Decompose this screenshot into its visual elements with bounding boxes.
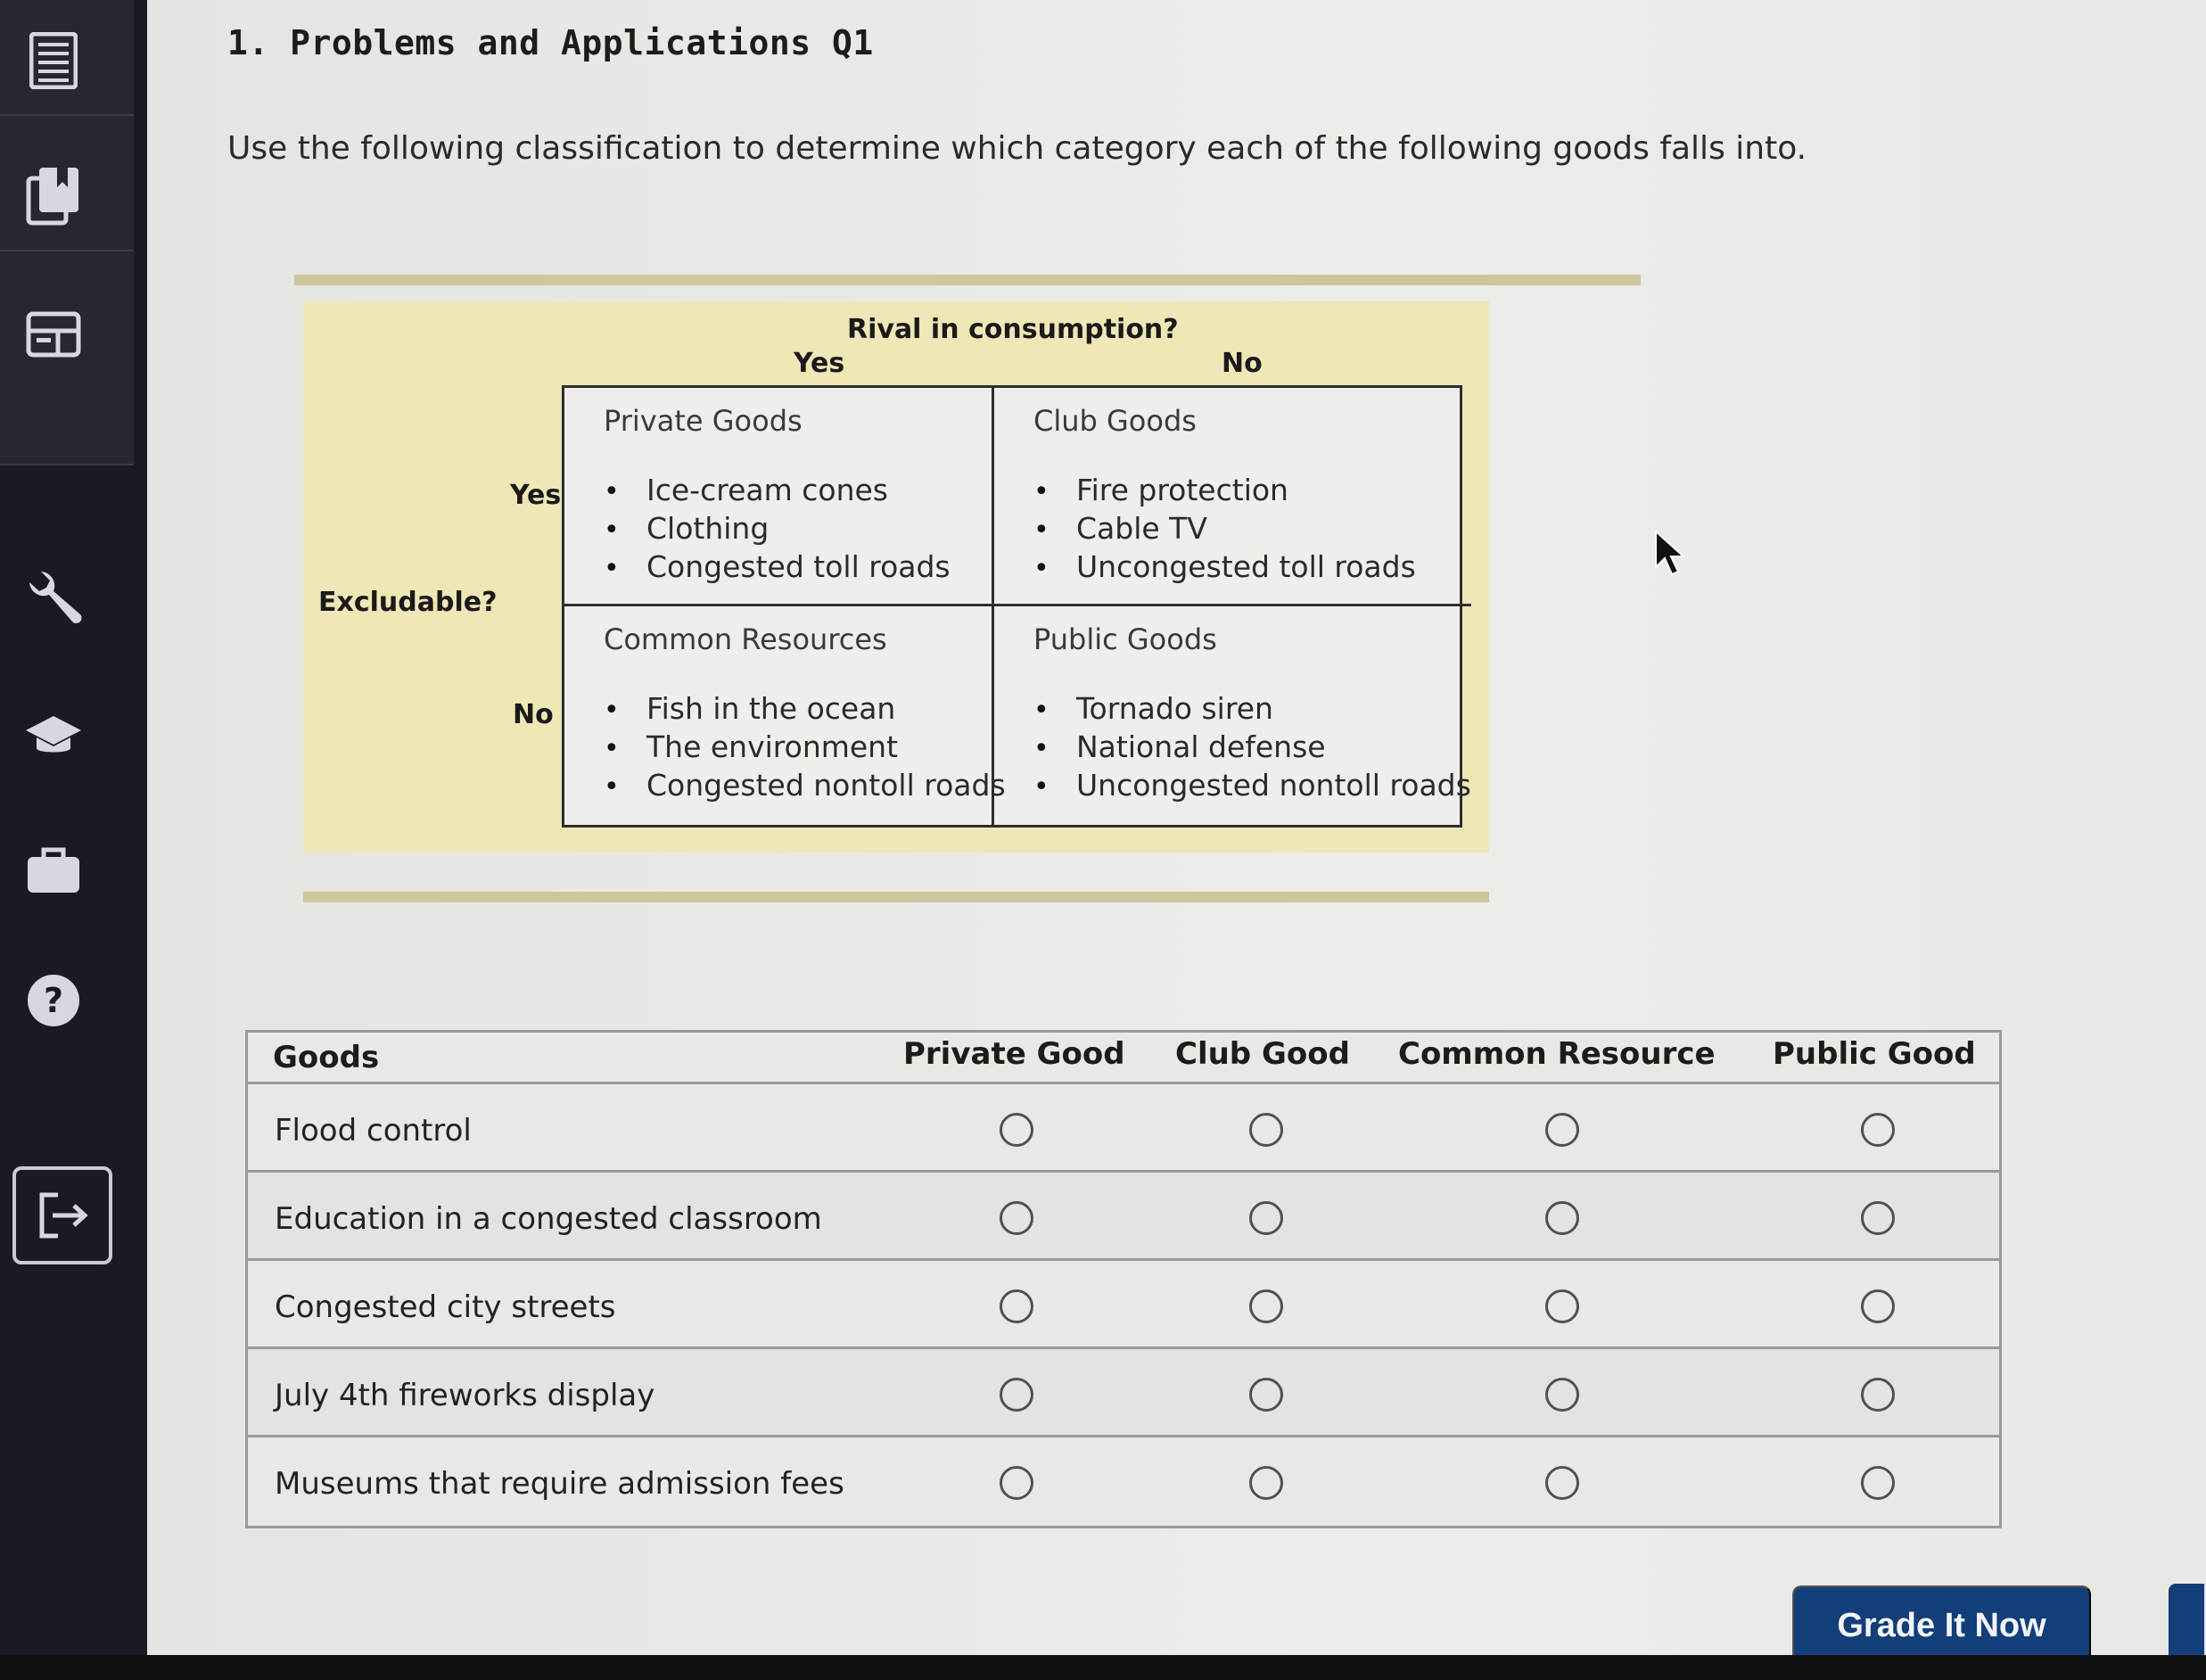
classification-grid <box>562 385 1471 828</box>
club-good-radio[interactable] <box>1249 1201 1283 1235</box>
excludable-question-label: Excludable? <box>318 587 498 618</box>
cell-title: Club Goods <box>1033 404 1197 438</box>
example-item: • Uncongested toll roads <box>1033 548 1471 587</box>
question-instructions: Use the following classification to determine which category each of the following goods falls into. <box>227 130 1807 167</box>
table-row <box>248 1084 1999 1173</box>
question-panel <box>147 0 2206 1680</box>
example-item: • Fish in the ocean <box>604 690 992 729</box>
club-good-radio[interactable] <box>1249 1113 1283 1147</box>
cell-title: Common Resources <box>604 622 887 656</box>
club-good-radio[interactable] <box>1249 1378 1283 1412</box>
cell-title: Private Goods <box>604 404 803 438</box>
rival-question-label: Rival in consumption? <box>847 314 1179 345</box>
example-item: • The environment <box>604 729 992 767</box>
private-good-radio[interactable] <box>1000 1201 1033 1235</box>
header-goods: Goods <box>273 1040 380 1075</box>
good-label: July 4th fireworks display <box>275 1378 655 1413</box>
common-resource-radio[interactable] <box>1545 1289 1579 1323</box>
common-resources-cell <box>564 606 1006 825</box>
briefcase-icon[interactable] <box>0 825 107 914</box>
bookmark-pages-icon[interactable] <box>0 152 107 241</box>
classification-figure <box>303 301 1489 852</box>
mouse-cursor-icon <box>1654 530 1686 578</box>
question-title: 1. Problems and Applications Q1 <box>227 23 874 62</box>
private-good-radio[interactable] <box>1000 1289 1033 1323</box>
exit-icon <box>35 1190 90 1241</box>
table-row <box>248 1173 1999 1261</box>
private-goods-cell <box>564 388 994 606</box>
rival-yes-label: Yes <box>794 348 845 379</box>
exit-button[interactable] <box>12 1166 112 1264</box>
example-item: • National defense <box>1033 729 1471 767</box>
club-goods-cell <box>994 388 1471 606</box>
table-row <box>248 1437 1999 1526</box>
public-good-radio[interactable] <box>1861 1466 1895 1500</box>
rail-divider <box>0 464 134 465</box>
graduation-cap-icon[interactable] <box>0 691 107 780</box>
public-good-radio[interactable] <box>1861 1201 1895 1235</box>
public-good-radio[interactable] <box>1861 1113 1895 1147</box>
wrench-icon[interactable] <box>0 553 107 642</box>
table-row <box>248 1349 1999 1437</box>
answer-table-header <box>248 1033 1999 1084</box>
public-goods-cell <box>994 606 1471 825</box>
club-good-radio[interactable] <box>1249 1466 1283 1500</box>
good-label: Museums that require admission fees <box>275 1466 844 1502</box>
left-nav-rail <box>0 0 147 1680</box>
cell-title: Public Goods <box>1033 622 1217 656</box>
header-common-resource: Common Resource <box>1398 1036 1716 1072</box>
rail-divider <box>0 250 134 251</box>
private-good-radio[interactable] <box>1000 1113 1033 1147</box>
cell-examples <box>1033 690 1471 805</box>
common-resource-radio[interactable] <box>1545 1201 1579 1235</box>
public-good-radio[interactable] <box>1861 1378 1895 1412</box>
example-item: • Ice-cream cones <box>604 472 992 510</box>
grade-it-now-button[interactable]: Grade It Now <box>1792 1585 2091 1666</box>
public-good-radio[interactable] <box>1861 1289 1895 1323</box>
header-private-good: Private Good <box>903 1036 1125 1072</box>
good-label: Congested city streets <box>275 1289 616 1325</box>
cell-examples <box>604 472 992 587</box>
rail-divider <box>0 114 134 116</box>
figure-top-rule <box>294 275 1641 285</box>
table-row <box>248 1261 1999 1349</box>
example-item: • Cable TV <box>1033 510 1471 548</box>
common-resource-radio[interactable] <box>1545 1466 1579 1500</box>
club-good-radio[interactable] <box>1249 1289 1283 1323</box>
gradebook-icon[interactable] <box>0 290 107 379</box>
cell-examples <box>604 690 1006 805</box>
private-good-radio[interactable] <box>1000 1466 1033 1500</box>
cell-examples <box>1033 472 1471 587</box>
example-item: • Clothing <box>604 510 992 548</box>
answer-table <box>245 1030 2002 1528</box>
assignment-list-icon[interactable] <box>0 16 107 105</box>
example-item: • Tornado siren <box>1033 690 1471 729</box>
good-label: Flood control <box>275 1113 472 1149</box>
common-resource-radio[interactable] <box>1545 1378 1579 1412</box>
figure-bottom-rule <box>303 892 1489 902</box>
example-item: • Uncongested nontoll roads <box>1033 767 1471 805</box>
private-good-radio[interactable] <box>1000 1378 1033 1412</box>
rival-no-label: No <box>1222 348 1263 379</box>
excludable-yes-label: Yes <box>510 480 562 511</box>
header-club-good: Club Good <box>1175 1036 1350 1072</box>
screen-bezel <box>0 1655 2206 1680</box>
help-icon[interactable] <box>0 956 107 1045</box>
example-item: • Congested nontoll roads <box>604 767 992 805</box>
excludable-no-label: No <box>513 699 554 730</box>
common-resource-radio[interactable] <box>1545 1113 1579 1147</box>
header-public-good: Public Good <box>1773 1036 1976 1072</box>
example-item: • Congested toll roads <box>604 548 992 587</box>
example-item: • Fire protection <box>1033 472 1471 510</box>
svg-text:?: ? <box>43 981 64 1020</box>
good-label: Education in a congested classroom <box>275 1201 822 1237</box>
